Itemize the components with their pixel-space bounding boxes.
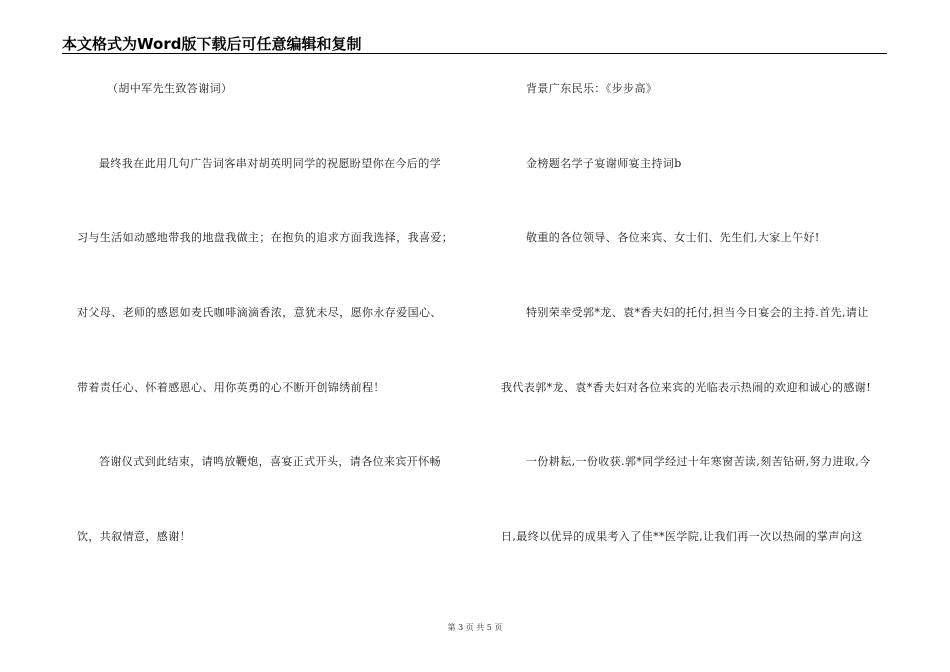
left-line: （胡中军先生致答谢词） (107, 82, 233, 95)
left-line: 对父母、老师的感恩如麦氏咖啡滴滴香浓，意犹未尽，愿你永存爱国心、 (77, 306, 442, 319)
left-line: 最终我在此用几句广告词客串对胡英明同学的祝愿盼望你在今后的学 (99, 157, 441, 170)
right-line: 敬重的各位领导、各位来宾、女士们、先生们,大家上午好! (526, 231, 820, 244)
right-line: 金榜题名学子宴谢师宴主持词b (526, 157, 682, 170)
right-line: 我代表郭*龙、袁*香夫妇对各位来宾的光临表示热闹的欢迎和诚心的感谢! (501, 381, 872, 394)
left-line: 饮，共叙情意，感谢！ (77, 530, 191, 543)
document-header: 本文格式为Word版下载后可任意编辑和复制 (62, 35, 362, 53)
header-divider (62, 53, 887, 54)
right-line: 一份耕耘,一份收获.郭*同学经过十年寒窗苦读,刻苦钻研,努力进取,今 (526, 455, 871, 468)
left-line: 带着责任心、怀着感恩心、用你英勇的心不断开创锦绣前程！ (77, 381, 385, 394)
page-number: 第 3 页 共 5 页 (447, 623, 503, 632)
left-line: 答谢仪式到此结束，请鸣放鞭炮，喜宴正式开头，请各位来宾开怀畅 (99, 455, 441, 468)
right-line: 日,最终以优异的成果考入了佳**医学院,让我们再一次以热闹的掌声向这 (501, 530, 863, 543)
left-line: 习与生活如动感地带我的地盘我做主；在抱负的追求方面我选择，我喜爱； (77, 231, 454, 244)
right-line: 背景广东民乐：《步步高》 (526, 82, 658, 95)
right-line: 特别荣幸受郭*龙、袁*香夫妇的托付,担当今日宴会的主持.首先,请让 (526, 306, 869, 319)
